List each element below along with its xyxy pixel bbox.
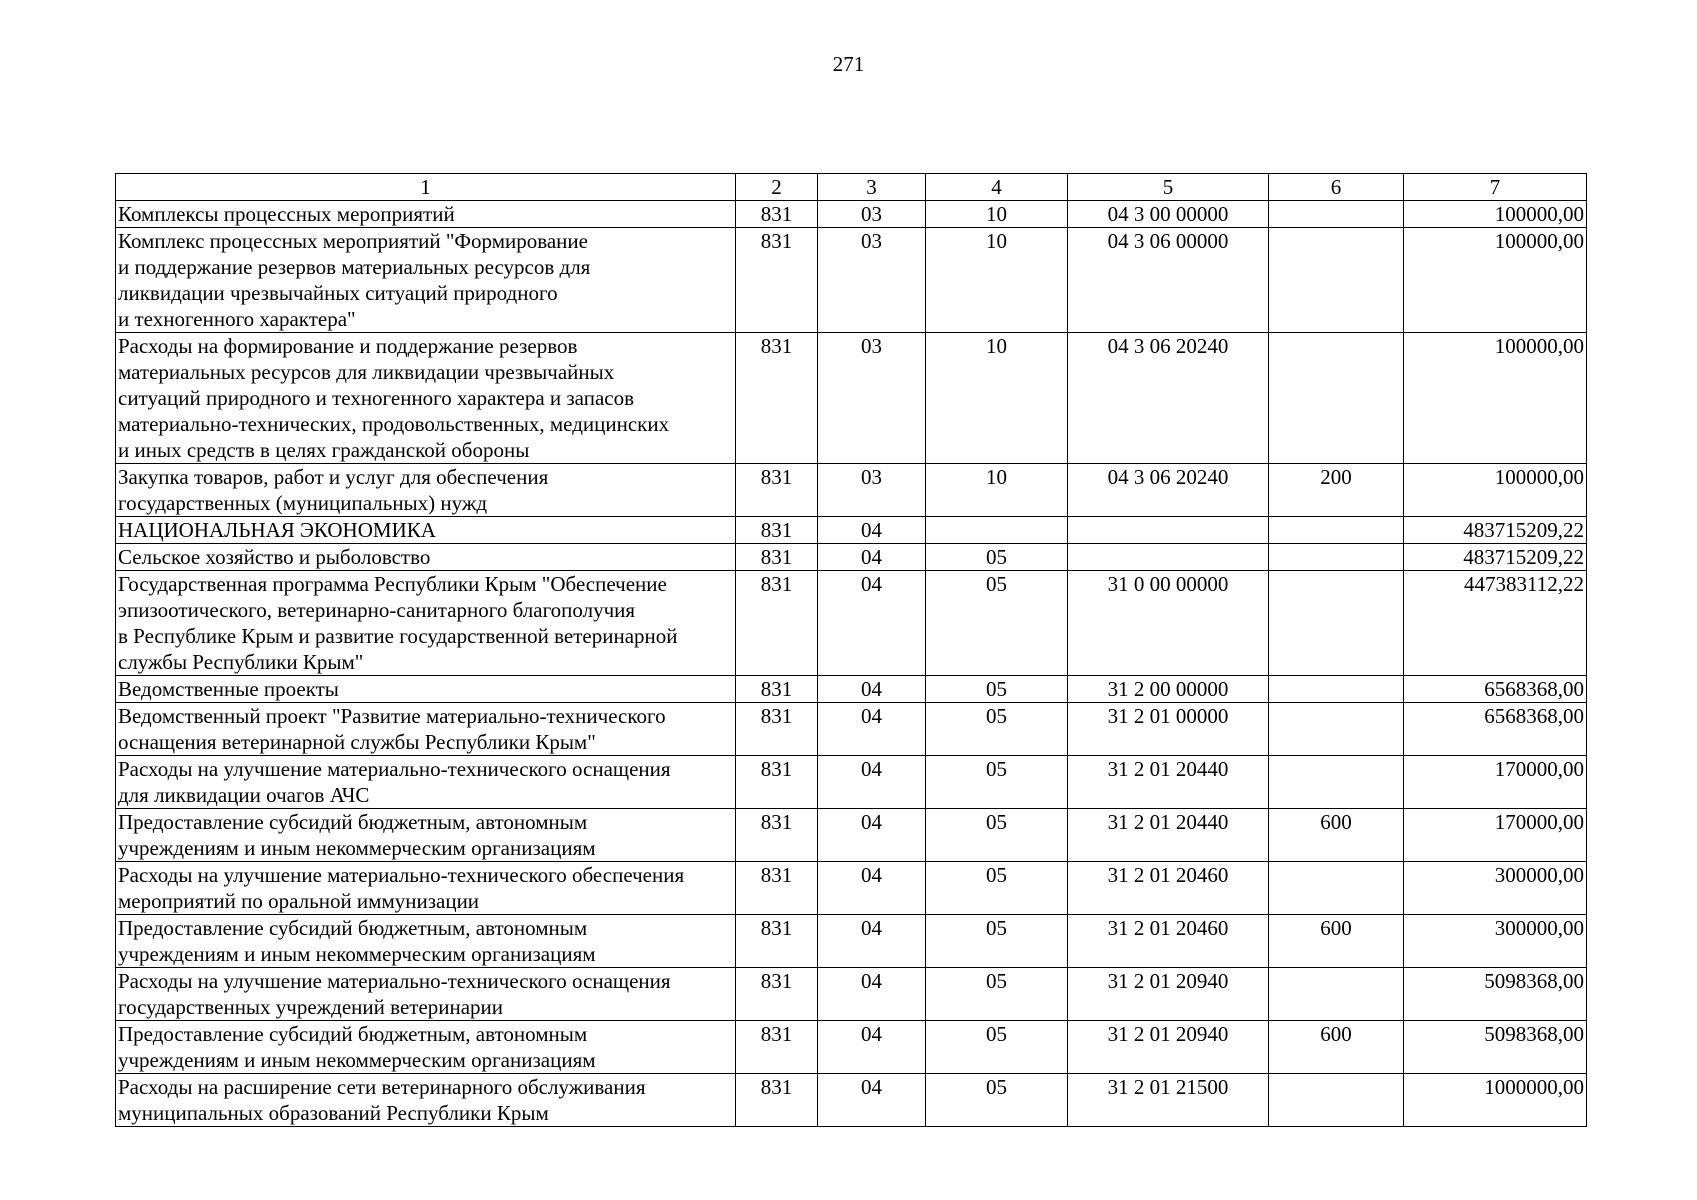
target-article-code: 31 2 01 21500 (1068, 1074, 1269, 1127)
row-title-line: учреждениям и иным некоммерческим организациям (118, 1048, 596, 1072)
expense-type-code (1269, 862, 1404, 915)
table-row (116, 915, 1587, 968)
section-code: 04 (818, 809, 926, 862)
row-title-line: Предоставление субсидий бюджетным, автономным (118, 1022, 588, 1046)
section-code: 03 (818, 228, 926, 333)
amount: 1000000,00 (1404, 1074, 1587, 1127)
row-title-line: Ведомственные проекты (118, 677, 339, 701)
expense-type-code: 200 (1269, 464, 1404, 517)
section-code: 04 (818, 676, 926, 703)
row-title (116, 201, 736, 228)
amount: 300000,00 (1404, 862, 1587, 915)
target-article-code: 31 2 01 20460 (1068, 862, 1269, 915)
table-row (116, 333, 1587, 464)
table-row (116, 517, 1587, 544)
row-title (116, 517, 736, 544)
row-title-line: учреждениям и иным некоммерческим организациям (118, 836, 596, 860)
admin-code: 831 (736, 756, 818, 809)
admin-code: 831 (736, 571, 818, 676)
admin-code: 831 (736, 968, 818, 1021)
table-row (116, 571, 1587, 676)
target-article-code (1068, 544, 1269, 571)
row-title-line: муниципальных образований Республики Крым (118, 1101, 549, 1125)
expense-type-code (1269, 676, 1404, 703)
subsection-code: 05 (926, 1074, 1068, 1127)
row-title-line: мероприятий по оральной иммунизации (118, 889, 480, 913)
admin-code: 831 (736, 862, 818, 915)
row-title-line: Предоставление субсидий бюджетным, автономным (118, 810, 588, 834)
admin-code: 831 (736, 1021, 818, 1074)
subsection-code: 10 (926, 201, 1068, 228)
row-title (116, 544, 736, 571)
admin-code: 831 (736, 1074, 818, 1127)
section-code: 04 (818, 1074, 926, 1127)
target-article-code (1068, 517, 1269, 544)
row-title-line: учреждениям и иным некоммерческим организациям (118, 942, 596, 966)
column-header: 1 (116, 174, 736, 201)
target-article-code: 31 2 01 20940 (1068, 968, 1269, 1021)
row-title-line: Государственная программа Республики Крым "Обеспечение (118, 572, 667, 596)
page-number: 271 (832, 52, 865, 76)
subsection-code: 05 (926, 756, 1068, 809)
target-article-code: 31 2 01 00000 (1068, 703, 1269, 756)
subsection-code: 10 (926, 228, 1068, 333)
expense-type-code (1269, 201, 1404, 228)
row-title-line: Предоставление субсидий бюджетным, автономным (118, 916, 588, 940)
section-code: 04 (818, 544, 926, 571)
row-title-line: материально-технических, продовольственных, медицинских (118, 412, 670, 436)
amount: 300000,00 (1404, 915, 1587, 968)
subsection-code: 05 (926, 862, 1068, 915)
row-title-line: оснащения ветеринарной службы Республики Крым" (118, 730, 596, 754)
expense-type-code (1269, 1074, 1404, 1127)
row-title (116, 809, 736, 862)
amount: 100000,00 (1404, 333, 1587, 464)
row-title-line: Расходы на улучшение материально-технического оснащения (118, 969, 671, 993)
admin-code: 831 (736, 333, 818, 464)
amount: 170000,00 (1404, 809, 1587, 862)
row-title (116, 968, 736, 1021)
subsection-code: 10 (926, 464, 1068, 517)
amount: 170000,00 (1404, 756, 1587, 809)
row-title-line: Расходы на расширение сети ветеринарного обслуживания (118, 1075, 646, 1099)
section-code: 04 (818, 862, 926, 915)
target-article-code: 04 3 06 20240 (1068, 333, 1269, 464)
admin-code: 831 (736, 676, 818, 703)
section-code: 04 (818, 703, 926, 756)
row-title-line: и поддержание резервов материальных ресурсов для (118, 255, 591, 279)
amount: 5098368,00 (1404, 968, 1587, 1021)
admin-code: 831 (736, 201, 818, 228)
subsection-code: 05 (926, 1021, 1068, 1074)
row-title (116, 703, 736, 756)
row-title-line: Закупка товаров, работ и услуг для обеспечения (118, 465, 549, 489)
expense-type-code (1269, 333, 1404, 464)
table-row (116, 862, 1587, 915)
subsection-code: 10 (926, 333, 1068, 464)
table-row (116, 676, 1587, 703)
subsection-code: 05 (926, 915, 1068, 968)
expense-type-code (1269, 544, 1404, 571)
budget-table (115, 173, 1587, 1127)
table-row (116, 1074, 1587, 1127)
subsection-code (926, 517, 1068, 544)
row-title-line: государственных учреждений ветеринарии (118, 995, 504, 1019)
admin-code: 831 (736, 544, 818, 571)
row-title-line: и техногенного характера" (118, 307, 356, 331)
column-header: 2 (736, 174, 818, 201)
subsection-code: 05 (926, 544, 1068, 571)
section-code: 03 (818, 201, 926, 228)
table-row (116, 201, 1587, 228)
target-article-code: 31 2 01 20940 (1068, 1021, 1269, 1074)
row-title-line: и иных средств в целях гражданской обороны (118, 438, 530, 462)
subsection-code: 05 (926, 676, 1068, 703)
table-row (116, 968, 1587, 1021)
row-title-line: Расходы на улучшение материально-технического оснащения (118, 757, 671, 781)
target-article-code: 04 3 00 00000 (1068, 201, 1269, 228)
target-article-code: 04 3 06 00000 (1068, 228, 1269, 333)
subsection-code: 05 (926, 571, 1068, 676)
target-article-code: 31 0 00 00000 (1068, 571, 1269, 676)
row-title (116, 915, 736, 968)
target-article-code: 31 2 01 20440 (1068, 809, 1269, 862)
column-header: 6 (1269, 174, 1404, 201)
row-title-line: НАЦИОНАЛЬНАЯ ЭКОНОМИКА (118, 518, 436, 542)
expense-type-code (1269, 703, 1404, 756)
row-title-line: для ликвидации очагов АЧС (118, 783, 370, 807)
amount: 100000,00 (1404, 228, 1587, 333)
expense-type-code (1269, 968, 1404, 1021)
expense-type-code: 600 (1269, 809, 1404, 862)
expense-type-code (1269, 571, 1404, 676)
expense-type-code (1269, 228, 1404, 333)
admin-code: 831 (736, 228, 818, 333)
row-title (116, 1074, 736, 1127)
expense-type-code: 600 (1269, 1021, 1404, 1074)
expense-type-code (1269, 756, 1404, 809)
column-header: 7 (1404, 174, 1587, 201)
section-code: 04 (818, 571, 926, 676)
table-row (116, 756, 1587, 809)
admin-code: 831 (736, 517, 818, 544)
row-title-line: ситуаций природного и техногенного характера и запасов (118, 386, 635, 410)
table-row (116, 544, 1587, 571)
row-title (116, 464, 736, 517)
row-title-line: Ведомственный проект "Развитие материально-технического (118, 704, 666, 728)
admin-code: 831 (736, 809, 818, 862)
table-row (116, 228, 1587, 333)
section-code: 04 (818, 915, 926, 968)
expense-type-code: 600 (1269, 915, 1404, 968)
section-code: 03 (818, 333, 926, 464)
row-title (116, 333, 736, 464)
column-header: 5 (1068, 174, 1269, 201)
section-code: 04 (818, 756, 926, 809)
target-article-code: 31 2 01 20460 (1068, 915, 1269, 968)
row-title (116, 1021, 736, 1074)
row-title-line: Комплексы процессных мероприятий (118, 202, 455, 226)
table-body (116, 201, 1587, 1127)
target-article-code: 31 2 01 20440 (1068, 756, 1269, 809)
table-row (116, 809, 1587, 862)
amount: 6568368,00 (1404, 676, 1587, 703)
target-article-code: 31 2 00 00000 (1068, 676, 1269, 703)
section-code: 03 (818, 464, 926, 517)
row-title-line: эпизоотического, ветеринарно-санитарного благополучия (118, 598, 636, 622)
row-title (116, 571, 736, 676)
table-row (116, 1021, 1587, 1074)
row-title-line: в Республике Крым и развитие государственной ветеринарной (118, 624, 678, 648)
row-title-line: материальных ресурсов для ликвидации чрезвычайных (118, 360, 615, 384)
amount: 100000,00 (1404, 201, 1587, 228)
row-title-line: Сельское хозяйство и рыболовство (118, 545, 431, 569)
row-title (116, 228, 736, 333)
row-title-line: Расходы на улучшение материально-технического обеспечения (118, 863, 685, 887)
admin-code: 831 (736, 464, 818, 517)
table-row (116, 464, 1587, 517)
row-title-line: государственных (муниципальных) нужд (118, 491, 488, 515)
expense-type-code (1269, 517, 1404, 544)
row-title-line: ликвидации чрезвычайных ситуаций природного (118, 281, 558, 305)
subsection-code: 05 (926, 809, 1068, 862)
amount: 6568368,00 (1404, 703, 1587, 756)
column-number-row (116, 174, 1587, 201)
admin-code: 831 (736, 703, 818, 756)
table-row (116, 703, 1587, 756)
row-title (116, 862, 736, 915)
amount: 447383112,22 (1404, 571, 1587, 676)
row-title (116, 676, 736, 703)
row-title-line: службы Республики Крым" (118, 650, 364, 674)
amount: 100000,00 (1404, 464, 1587, 517)
row-title-line: Расходы на формирование и поддержание резервов (118, 334, 578, 358)
amount: 483715209,22 (1404, 517, 1587, 544)
amount: 483715209,22 (1404, 544, 1587, 571)
section-code: 04 (818, 517, 926, 544)
subsection-code: 05 (926, 968, 1068, 1021)
target-article-code: 04 3 06 20240 (1068, 464, 1269, 517)
row-title (116, 756, 736, 809)
row-title-line: Комплекс процессных мероприятий "Формирование (118, 229, 588, 253)
section-code: 04 (818, 968, 926, 1021)
amount: 5098368,00 (1404, 1021, 1587, 1074)
admin-code: 831 (736, 915, 818, 968)
column-header: 3 (818, 174, 926, 201)
column-header: 4 (926, 174, 1068, 201)
subsection-code: 05 (926, 703, 1068, 756)
section-code: 04 (818, 1021, 926, 1074)
